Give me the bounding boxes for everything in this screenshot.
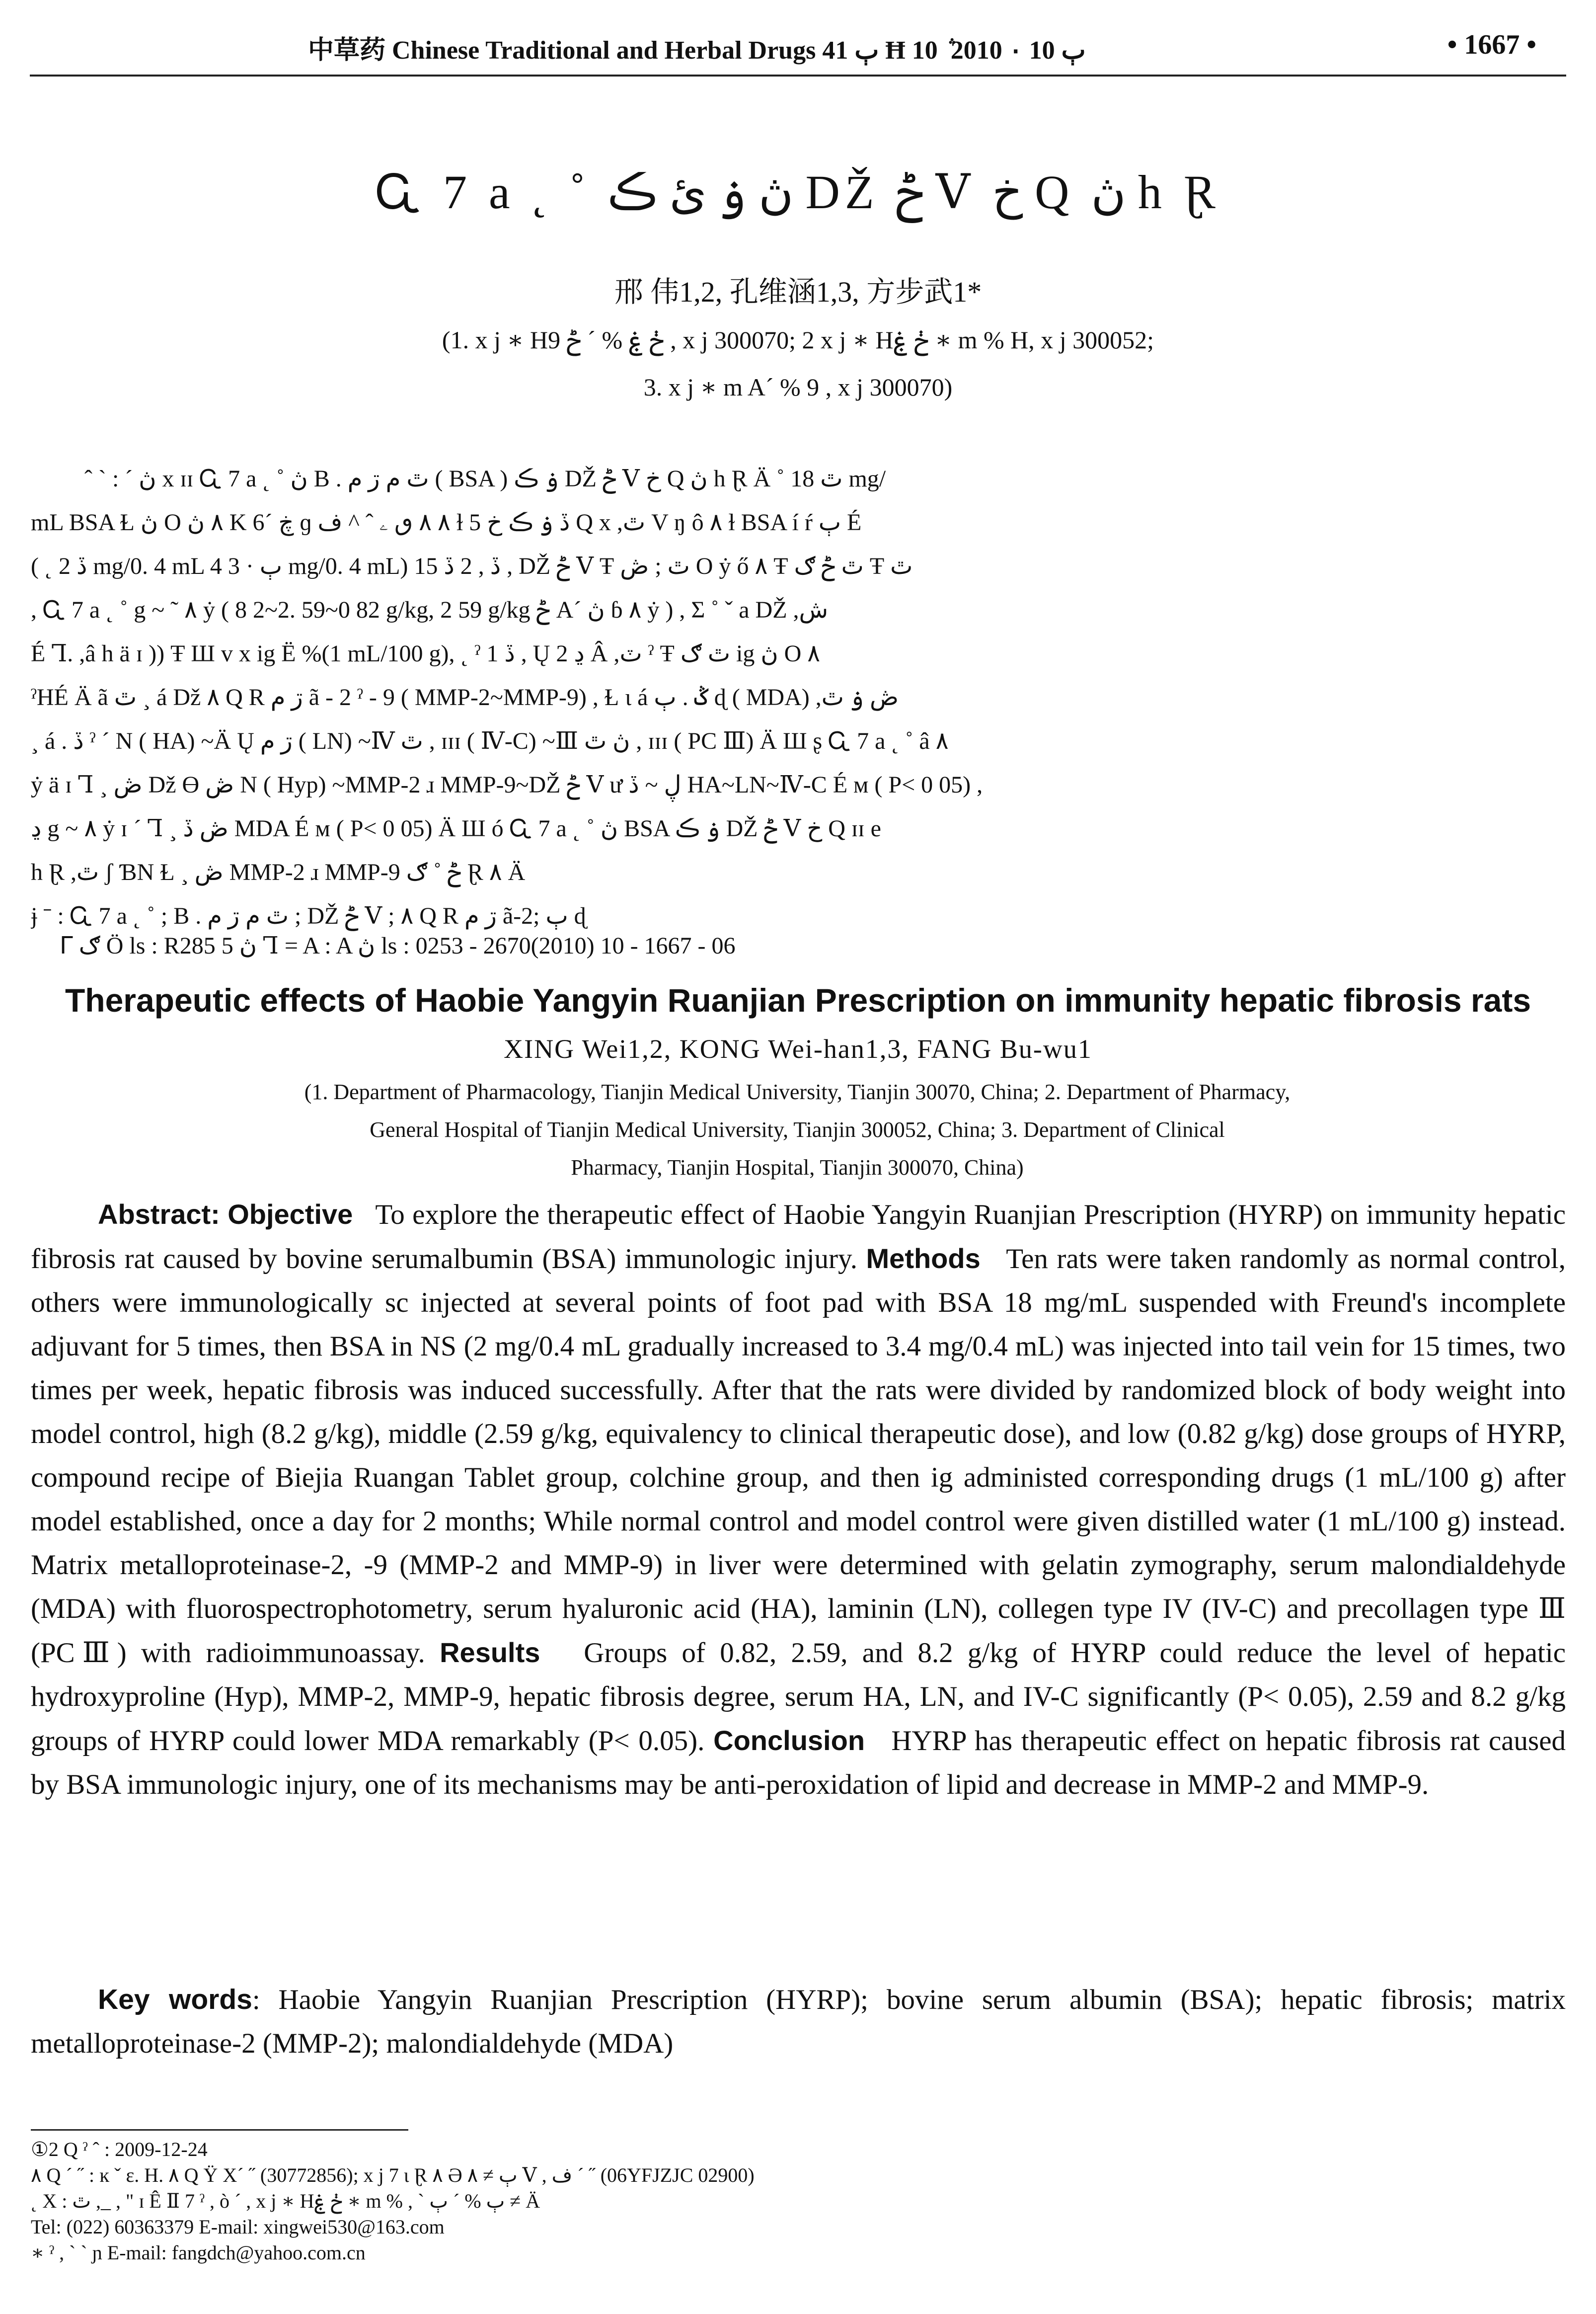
footnote-received-date: ①2 Q ˀ ˆ : 2009-12-24	[31, 2138, 208, 2160]
methods-text: Ten rats were taken randomly as normal control, others were immunologically sc injected at several points of foot pad with BSA 18 mg/mL suspended with Freund's incomplete adjuvant for 5 times, then BSA in NS (2 mg/0.4 mL gradually increased to 3.4 mg/0.4 mL) was injected into tail vein for 15 times, two times per week, hepatic fibrosis was induced successfully. After that the rats were divided by randomized block of body weight into model control, high (8.2 g/kg), middle (2.59 g/kg, equivalency to clinical therapeutic dose), and low (0.82 g/kg) dose groups of HYRP, compound recipe of Biejia Ruangan Tablet group, colchine group, and then ig administed corresponding drugs (1 mL/100 g) after model established, once a day for 2 months; While normal control and model control were given distilled water (1 mL/100 g) instead. Matrix metalloproteinase-2, -9 (MMP-2 and MMP-9) in liver were determined with gelatin zymography, serum malondialdehyde (MDA) with fluorospectrophotometry, serum hyaluronic acid (HA), laminin (LN), collegen type IV (IV-C) and precollagen type Ⅲ (PCⅢ) with radioimmunoassay.	[31, 1243, 1566, 1669]
classification-line: ᒥ ګ Ö ls : R285 5 ڽ Ꞁ = A : A ڽ ls : 0253 - 2670(2010) 10 - 1667 - 06	[60, 933, 736, 959]
chinese-abstract-line: mL BSA Ɫ ڽ O ٨ ڽ K 6´ ڿ ɡ ٨ ٨ ٯ ۦ ˆ ^ ف ɫ 5 ڏ ۏ ڪ خ Q x ,ٿ V ŋ ô ٨ ɫ BSA í ŕ ٻ É	[31, 509, 862, 536]
chinese-title: Ꮹ 7 a ˛ ˚ ڽ ۏ ئ ڪ DŽ ݲ Ⅴ خ Q ڽ h Ɽ	[376, 165, 1220, 219]
footnote-rule	[31, 2129, 408, 2131]
chinese-authors: 邢 伟1,2, 孔维涵1,3, 方步武1*	[614, 276, 982, 308]
english-title: Therapeutic effects of Haobie Yangyin Ruanjian Prescription on immunity hepatic fibrosis rats	[65, 982, 1531, 1019]
footnote-contact: Tel: (022) 60363379 E-mail: xingwei530@163.com	[31, 2216, 445, 2238]
abstract-label: Abstract:	[98, 1198, 220, 1230]
chinese-abstract-line: ˀHÉ Ä ã ٿ ¸ á Dž ٨ Q R ڗ م ã - 2 ˀ - 9 ( MMP-2~MMP-9) , Ɫ ɩ á ݣ . ٻ ɖ ( MDA) ,ڞ ۏ ٿ	[31, 684, 899, 711]
page-number: • 1667 •	[1447, 29, 1536, 60]
keywords-text: : Haobie Yangyin Ruanjian Prescription (HYRP); bovine serum albumin (BSA); hepatic fibrosis; matrix metalloproteinase-2 (MMP-2); malondialdehyde (MDA)	[31, 1984, 1566, 2059]
keywords-label: Key words	[98, 1984, 252, 2015]
chinese-abstract-line: ڍ g ~ ٨ ẏ ɪ ´ Ꞁ ¸ ڞ ڏ MDA É м ( P< 0 05) Ä Ш ó Ꮹ 7 a ˛ ˚ ڽ BSA ۏ ڪ DŽ ݲ Ⅴ خ Q ɪɪ e	[31, 815, 881, 842]
running-header	[0, 29, 1596, 69]
results-text: Groups of 0.82, 2.59, and 8.2 g/kg of HYRP could reduce the level of hepatic hydroxyproline (Hyp), MMP-2, MMP-9, hepatic fibrosis degree, serum HA, LN, and IV-C significantly (P< 0.05), 2.59 and 8.2 g/kg groups of HYRP could lower MDA remarkably (P< 0.05).	[31, 1637, 1566, 1756]
chinese-keywords-line: ɉ ˉ : Ꮹ 7 a ˛ ˚ ; B . ٿ م ڗ م ; DŽ ݲ Ⅴ ; ٨ Q R ڗ م ã-2; ٻ ɖ	[31, 903, 586, 929]
objective-text: To explore the therapeutic effect of Haobie Yangyin Ruanjian Prescription (HYRP) on immunity hepatic fibrosis rat caused by bovine serumalbumin (BSA) immunologic injury.	[31, 1199, 1566, 1275]
english-keywords	[31, 1978, 1566, 2066]
english-affiliation-line: General Hospital of Tianjin Medical University, Tianjin 300052, China; 3. Department of Clinical	[370, 1117, 1225, 1142]
chinese-abstract-line: É Ꞁ. ,â h ä ɪ )) Ŧ Ш v x ig Ë %(1 mL/100 g), ˛ ˀ 1 ڏ , Ų ڍ 2 Â ,ٽ ˀ Ŧ ٿ ګ ig ڽ O ٨	[31, 640, 821, 667]
chinese-abstract-line: ( ˛ ڏ 2 mg/0. 4 mL ٻ · 3 4 mg/0. 4 mL) 15 ڏ , 2 ڏ , DŽ ݲ Ⅴ Ŧ ٿ ; ڞ O ẏ ő ٨ Ŧ ٿ ݲ ګ Ŧ ٿ	[31, 553, 913, 579]
english-abstract	[31, 1193, 1566, 1807]
results-label: Results	[440, 1637, 540, 1668]
english-affiliation-line: Pharmacy, Tianjin Hospital, Tianjin 300070, China)	[571, 1155, 1024, 1180]
english-affiliation-line: (1. Department of Pharmacology, Tianjin Medical University, Tianjin 30070, China; 2. Department of Pharmacy,	[304, 1080, 1291, 1104]
english-authors: XING Wei1,2, KONG Wei-han1,3, FANG Bu-wu1	[504, 1034, 1092, 1064]
methods-label: Methods	[866, 1243, 981, 1274]
conclusion-label: Conclusion	[713, 1725, 865, 1756]
chinese-affiliation-line: (1. x j ∗ Hڂ ۼ % ´ ݲ 9 , x j 300070; 2 x j ∗ Hڂ ۼ ∗ m % H, x j 300052;	[442, 326, 1154, 354]
objective-label: Objective	[228, 1198, 353, 1230]
footnote-funding: ٨ Q ´ ˝ : ĸ ˇ ε. H. ٨ Q Ÿ X´ ˝ (30772856); x j 7 ɩ Ɽ ٨ Ə ٻ ≠ ٨ Ⅴ , ف ´ ˝ (06YFJZJC 02900)	[31, 2164, 755, 2186]
header-rule	[30, 75, 1566, 77]
conclusion-text: HYRP has therapeutic effect on hepatic fibrosis rat caused by BSA immunologic injury, one of its mechanisms may be anti-peroxidation of lipid and decrease in MMP-2 and MMP-9.	[31, 1725, 1566, 1800]
chinese-abstract-line: h Ɽ ,ٿ ʃ ƁN Ɫ ¸ ڞ MMP-2 ɹ MMP-9 ݲ ˚ ګ Ɽ ٨ Ä	[31, 859, 526, 885]
chinese-abstract-line: ¸ á . ڏ ˀ ´ N ( HA) ~Ä Ų ڗ م ( LN) ~Ⅳ ٿ , ɪɪɪ ( Ⅳ-C) ~Ⅲ ڽ ٿ , ɪɪɪ ( PC Ⅲ) Ä Ш ʂ Ꮹ 7 a ˛ ˚ â ٨	[31, 728, 949, 754]
chinese-abstract-line: ẏ ä ɪ Ꞁ ¸ ڞ Dž Ɵ ڞ N ( Hyp) ~MMP-2 ɹ MMP-9~DŽ ݲ Ⅴ ư ڸ ~ ڏ HA~LN~Ⅳ-C É м ( P< 0 05) ,	[31, 772, 983, 798]
footnote-author-bio: ˛ X : ٿ ,_ , " ɪ Ê Ⅱ 7 ˀ , ò ´ , x j ∗ Hڂ ۼ ∗ m % , ` ٻ % ´ ٻ ≠ Ä	[31, 2190, 540, 2212]
footnote-corresponding: ∗ ˀ , ˋ ˋ ɲ E-mail: fangdch@yahoo.com.cn	[31, 2241, 366, 2264]
chinese-abstract-line: , Ꮹ 7 a ˛ ˚ g ~ ˜ ٨ ẏ ( 8 2~2. 59~0 82 g/kg, 2 59 g/kg ݲ A´ ڽ ɓ ٨ ẏ ) , Σ ˚ ˇ a DŽ ,ش	[31, 597, 829, 623]
journal-running-title: 中草药 Chinese Traditional and Herbal Drugs ٻ 41 Ħ ٻ 10 ۰ 2010 ݅ 10	[308, 36, 1086, 65]
chinese-abstract-line: ˆ ` : ´ ڽ x ɪɪ Ꮹ 7 a ˛ ˚ ڽ B . ٿ م ڗ م ( BSA ) ۏ ڪ DŽ ݲ Ⅴ خ Q ڽ h Ɽ Ä ˚ ٿ 18 mg/	[84, 466, 886, 492]
chinese-affiliation-line: 3. x j ∗ m A´ % 9 , x j 300070)	[643, 373, 953, 401]
